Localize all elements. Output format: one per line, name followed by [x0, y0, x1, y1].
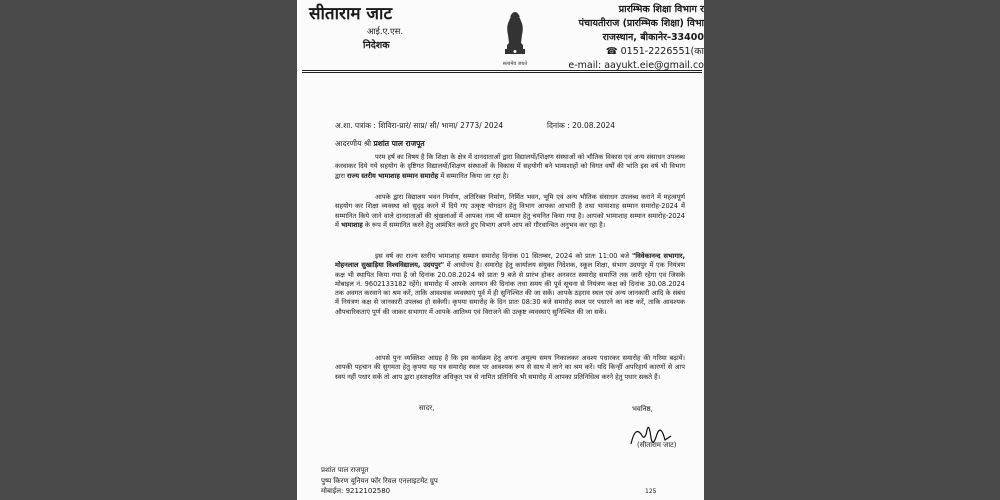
viewer-backdrop-left [0, 0, 297, 500]
date-label: दिनांक : [547, 121, 570, 130]
office-address-block [568, 3, 704, 73]
office-line-2: पंचायतीराज (प्रारम्भिक शिक्षा) विभा [578, 18, 704, 29]
ref-number: शिविरा-प्रारं/ साप्र/ सी/ भामा/ 2773/ 2024 [378, 121, 504, 130]
page-number: 125 [645, 488, 657, 495]
national-emblem [497, 5, 533, 69]
recipient-name: प्रशांत पाल राजपूत [373, 139, 425, 148]
signer-name: (सीताराम जाट) [637, 441, 677, 449]
office-line-3: राजस्थान, बीकानेर-33400 [602, 32, 704, 43]
emblem-motto: सत्यमेव जयते [502, 61, 528, 67]
letter-page [297, 0, 704, 500]
ref-label: अ.शा. पत्रांक : [335, 121, 376, 130]
date-line [547, 121, 615, 131]
reference-line [335, 121, 503, 131]
regards: भवनिष्ठ, [632, 405, 653, 413]
address-mobile: मोबाईल: 9212102580 [321, 487, 391, 495]
paragraph-2: आपके द्वारा विद्यालय भवन निर्माण, अतिरिक्त निर्माण, निर्मित भवन, भूमि एवं अन्य भौतिक संसाधन उपलब्ध कराने में महत्वपूर्ण सहयोग कर शिक्षा व्यवस्था को सुदृढ़ करने में दिये गए उत्कृष्ट योगदान हेतु विभाग आपका आभारी है तथा भामाशाह सम्मान समारोह-2024 में सम्मानित किये जाने वाले दानदाताओं की श्रृंखलाओं में आपका नाम भी सम्मान हेतु चयनित किया गया है। आपको भामाशाह सम्मान समारोह-2024 में भामाशाह के रूप में सम्मानित करने हेतु आमंत्रित करते हुए विभाग अपने आप को गौरवान्वित अनुभव कर रहा है। [335, 193, 685, 229]
closing: सादर, [419, 404, 435, 412]
salutation-prefix: आदरणीय श्री [335, 139, 372, 148]
sender-rank: आई.ए.एस. [367, 27, 404, 37]
sender-name: सीताराम जाट [309, 4, 393, 24]
salutation [335, 139, 425, 149]
paragraph-3: इस वर्ष का राज्य स्तरीय भामाशाह सम्मान समारोह दिनांक 01 सितम्बर, 2024 को प्रातः 11:00 बजे "विवेकानन्द सभागार, मोहनलाल सुखाड़िया विश्वविद्यालय, उदयपुर" में आयोज्य है। समारोह हेतु कार्यालय संयुक्त निदेशक, स्कूल शिक्षा, संभाग उदयपुर में एक नियंत्रण कक्ष भी स्थापित किया गया है जो दिनांक 20.08.2024 को प्रातः 9 बजे से प्रारंभ होकर अनवरत समारोह समाप्ति तक जारी रहेगा एवं जिसके मोबाइल नं. 9602133182 रहेंगे। समारोह में आपके आगमन की दिनांक तथा समय की पूर्व सूचना से नियंत्रण कक्ष को दिनांक 30.08.2024 तक अवगत करवाने का श्रम करें, ताकि आवश्यक व्यवस्थाएं पूर्व में ही सुनिश्चित की जा सकें। आपके ठहराव स्थल एवं अन्य जानकारी आदि के संबंध में नियंत्रण कक्ष से जानकारी उपलब्ध हो सकेगी। कृपया समारोह के दिन प्रातः 08:30 बजे समारोह स्थल पर पधारने का कष्ट करें, ताकि आवश्यक औपचारिकताएं पूर्ण की जाकर सभागार में आपके आतिथ्य एवं विराजने की उत्कृष्ट व्यवस्थाएं सुनिश्चित की जा सकें। [335, 252, 685, 316]
recipient-address [321, 465, 438, 497]
address-name: प्रशांत पाल राजपूत [321, 466, 369, 474]
header-rule-2 [302, 72, 702, 73]
lion-capital-icon [497, 5, 533, 69]
address-org: पुष्प किरण यूनियन फॉर रियल एनलाइटमेंट ग्रुप [321, 476, 438, 485]
viewer-backdrop-right [704, 0, 1000, 500]
paragraph-4: आपसे पुनः व्यक्तिशः आग्रह है कि इस कार्यक्रम हेतु अपना अमूल्य समय निकालकर अवश्य पधारकर समारोह की गरिमा बढ़ायें। आपकी पहचान की सुगमता हेतु कृपया यह पत्र समारोह स्थल पर आवश्यक रूप से साथ में लाने का श्रम करें। यदि किन्हीं अपरिहार्य कारणों से आप स्वयं नहीं पधार सकें तो आप द्वारा हस्ताक्षरित अधिकृत पत्र से नामित प्रतिनिधि भी समारोह में आपका प्रतिनिधित्व करने हेतु पधार सकते हैं। [335, 354, 685, 381]
office-line-1: प्रारम्भिक शिक्षा विभाग र [618, 4, 704, 15]
sender-title: निदेशक [363, 40, 390, 51]
header-rule [302, 70, 702, 71]
date-value: 20.08.2024 [572, 121, 616, 130]
office-email: e-mail: aayukt.eie@gmail.co [568, 60, 704, 71]
paragraph-1: परम हर्ष का विषय है कि शिक्षा के क्षेत्र में दानदाताओं द्वारा विद्यालयों/शिक्षण संस्थाओं को भौतिक विकास एवं अन्य संसाधन उपलब्ध करवाकर दिये गये सहयोग के दृष्टिगत विद्यालयों/शिक्षण संस्थाओं के विकास में सहयोगी बने भामाशाहों को विगत वर्षों की भांति इस वर्ष भी विभाग द्वारा राज्य स्तरीय भामाशाह सम्मान समारोह में सम्मानित किया जा रहा है। [335, 153, 685, 180]
office-phone: ☎ 0151-2226551(का [605, 46, 704, 57]
